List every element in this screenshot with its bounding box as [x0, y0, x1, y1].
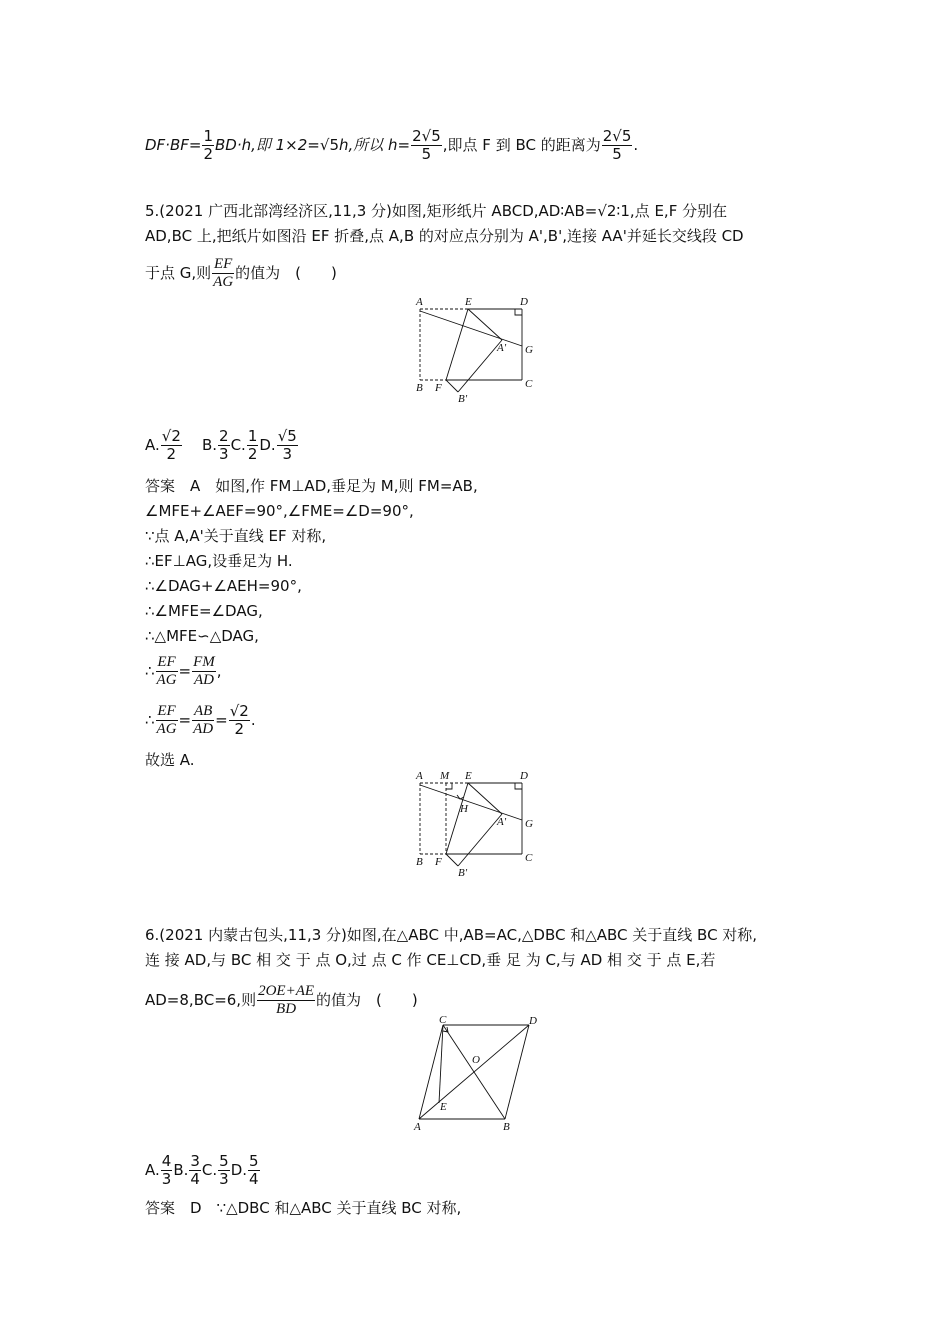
fig2-label-H: H [460, 803, 468, 815]
fig2-label-D: D [520, 770, 528, 782]
top-t1: DF·BF= [145, 136, 202, 154]
q5-answer-7: ∴△MFE∽△DAG, [145, 627, 259, 645]
q5-options: A. $\frac{√2}{2}$ B. $\frac{2}{3}$ C. $\frac{1}{2}$ D. $\frac{√5}{3}$ [145, 427, 297, 463]
fig3-label-B: B [503, 1121, 510, 1133]
q5-option-a: $\frac{√2}{2}$ [161, 427, 181, 463]
q5-option-c: $\frac{1}{2}$ [247, 427, 258, 463]
q5-answer-3: ∵点 A,A'关于直线 EF 对称, [145, 527, 327, 545]
fig2-label-G: G [525, 818, 533, 830]
fig2-label-C: C [525, 852, 533, 864]
fig1-label-D: D [520, 296, 528, 308]
top-root5: 5 [329, 136, 339, 154]
fig1-label-G: G [525, 344, 533, 356]
q5-option-b: $\frac{2}{3}$ [219, 427, 229, 463]
q5-question-frac: $\frac{EF}{AG}$ [213, 256, 234, 290]
q6-line3: AD=8,BC=6,则 $\frac{2OE+AE}{BD}$ 的值为 ( ) [145, 983, 418, 1017]
q6-option-a: $\frac{4}{3}$ [161, 1152, 172, 1188]
q6-line1: 6.(2021 内蒙古包头,11,3 分)如图,在△ABC 中,AB=AC,△DBC 和△ABC 关于直线 BC 对称, [145, 926, 758, 944]
fig2-label-E: E [465, 770, 472, 782]
q6-option-c: $\frac{5}{3}$ [219, 1152, 229, 1188]
q5-answer-4: ∴EF⊥AG,设垂足为 H. [145, 552, 293, 570]
fig3-label-E: E [440, 1101, 447, 1113]
fig1-label-A: A [416, 296, 423, 308]
fig2-label-B-prime: B' [458, 867, 468, 879]
fig1-label-B: B [416, 382, 423, 394]
q6-answer-1: 答案 D ∵△DBC 和△ABC 关于直线 BC 对称, [145, 1199, 462, 1217]
fig2-label-B: B [416, 856, 423, 868]
q6-options: A. $\frac{4}{3}$ B. $\frac{3}{4}$ C. $\frac{5}{3}$ D. $\frac{5}{4}$ [145, 1152, 259, 1188]
top-frac1: $\frac{1}{2}$ [203, 127, 213, 163]
fig2-label-A: A [416, 770, 423, 782]
q6-line2: 连 接 AD,与 BC 相 交 于 点 O,过 点 C 作 CE⊥CD,垂 足 为 C,与 AD 相 交 于 点 E,若 [145, 951, 716, 969]
q5-figure-1 [410, 293, 545, 405]
q5-line1: 5.(2021 广西北部湾经济区,11,3 分)如图,矩形纸片 ABCD,AD∶AB=√2∶1,点 E,F 分别在 [145, 202, 728, 220]
q6-option-d: $\frac{5}{4}$ [249, 1152, 259, 1188]
q5-line3: 于点 G,则 $\frac{EF}{AG}$ 的值为 ( ) [145, 256, 337, 290]
fig2-label-A-prime: A' [497, 816, 507, 828]
fig3-label-O: O [472, 1054, 480, 1066]
q6-question-frac: $\frac{2OE+AE}{BD}$ [258, 983, 315, 1017]
q5-answer-1: 答案 A 如图,作 FM⊥AD,垂足为 M,则 FM=AB, [145, 477, 478, 495]
q6-figure [405, 1015, 550, 1135]
q6-option-b: $\frac{3}{4}$ [190, 1152, 200, 1188]
fig1-label-F: F [435, 382, 442, 394]
fig1-label-B-prime: B' [458, 393, 468, 405]
q5-answer-6: ∴∠MFE=∠DAG, [145, 602, 263, 620]
q5-option-d: $\frac{√5}{3}$ [277, 427, 297, 463]
q5-answer-5: ∴∠DAG+∠AEH=90°, [145, 577, 302, 595]
fig1-label-A-prime: A' [497, 342, 507, 354]
fig3-label-C: C [439, 1015, 447, 1026]
q5-line2: AD,BC 上,把纸片如图沿 EF 折叠,点 A,B 的对应点分别为 A',B',连接 AA'并延长交线段 CD [145, 227, 744, 245]
top-t3: h,所以 h= [338, 136, 411, 154]
fig3-label-D: D [529, 1015, 537, 1027]
q5-answer-10: 故选 A. [145, 751, 195, 769]
top-line: DF·BF= $\frac{1}{2}$ BD·h,即 1×2=√5h,所以 h= $\frac{2√5}{5}$ ,即点 F 到 BC 的距离为 $\frac{2√5}{5}$ . [145, 127, 639, 163]
fig1-label-C: C [525, 378, 533, 390]
fig3-label-A: A [414, 1121, 421, 1133]
top-t4: ,即点 F 到 BC 的距离为 [442, 136, 601, 154]
fig1-label-E: E [465, 296, 472, 308]
top-frac3: $\frac{2√5}{5}$ [602, 127, 632, 163]
q5-figure-2 [410, 767, 545, 879]
q5-answer-9: ∴ $\frac{EF}{AG}$ = $\frac{AB}{AD}$ = $\frac{√2}{2}$ . [145, 702, 256, 738]
q5-answer-8: ∴ $\frac{EF}{AG}$ = $\frac{FM}{AD}$ , [145, 654, 222, 688]
fig2-label-M: M [440, 770, 450, 782]
top-frac2: $\frac{2√5}{5}$ [412, 127, 441, 163]
top-t2: BD·h,即 1×2= [214, 136, 320, 154]
q5-answer-2: ∠MFE+∠AEF=90°,∠FME=∠D=90°, [145, 502, 414, 520]
fig2-label-F: F [435, 856, 442, 868]
